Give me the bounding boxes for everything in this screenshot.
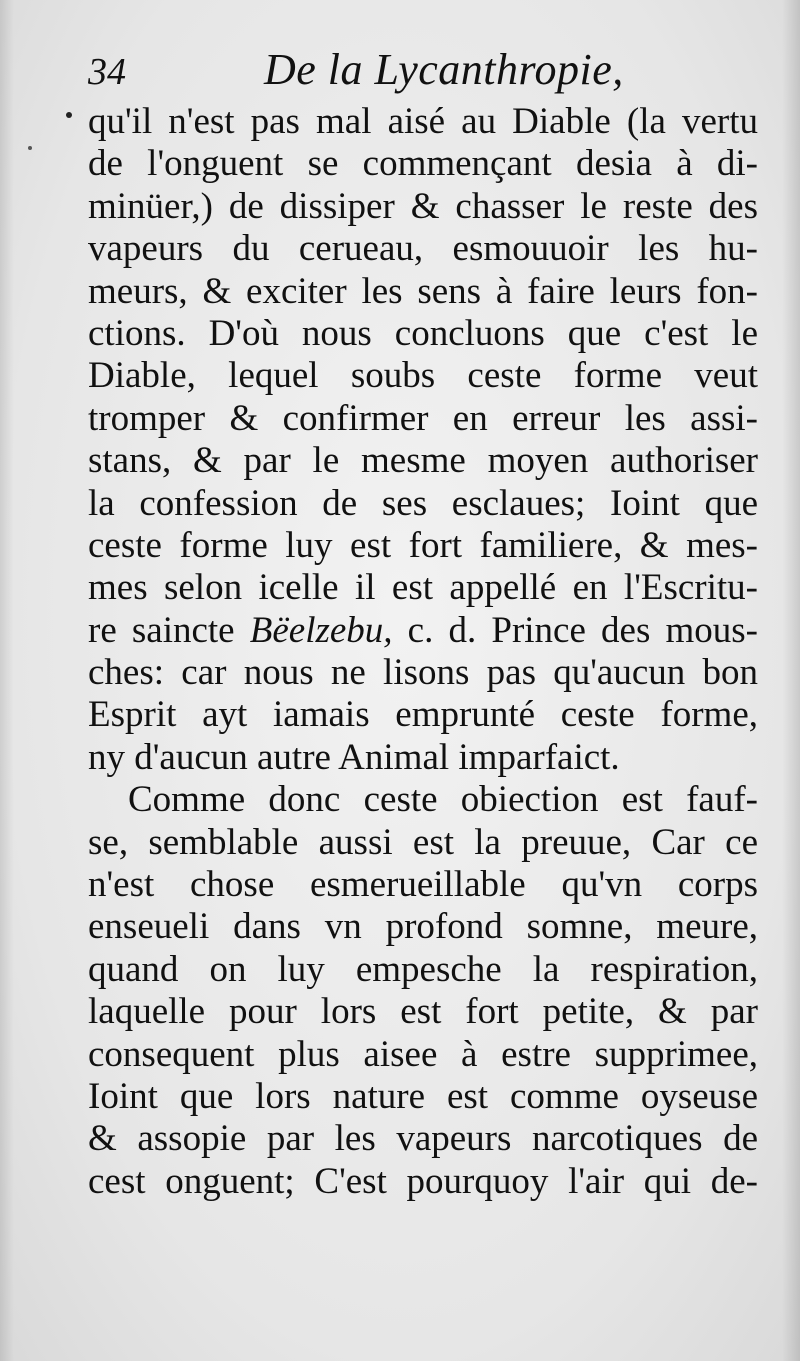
text-line: Diable, lequel soubs ceste forme veut [88, 355, 758, 397]
text-segment: re saincte [88, 609, 250, 651]
text-line: meurs, & exciter les sens à faire leurs fon- [88, 270, 758, 312]
text-line: ctions. D'où nous concluons que c'est le [88, 312, 758, 354]
running-title: De la Lycanthropie, [264, 45, 624, 94]
text-line: enseueli dans vn profond somne, meure, [88, 906, 758, 948]
text-line: & assopie par les vapeurs narcotiques de [88, 1118, 758, 1160]
text-line: de l'onguent se commençant desia à di- [88, 143, 758, 185]
text-line: laquelle pour lors est fort petite, & par [88, 991, 758, 1033]
text-line: se, semblable aussi est la preuue, Car ce [88, 821, 758, 863]
ink-speck [28, 146, 32, 150]
text-line: ceste forme luy est fort familiere, & mes- [88, 524, 758, 566]
page-number: 34 [88, 51, 126, 93]
text-line: Esprit ayt iamais emprunté ceste forme, [88, 694, 758, 736]
text-line: Ioint que lors nature est comme oyseuse [88, 1075, 758, 1117]
page-header [88, 42, 748, 98]
text-line: qu'il n'est pas mal aisé au Diable (la vertu [88, 101, 758, 142]
text-line: tromper & confirmer en erreur les assi- [88, 397, 758, 439]
text-line: Comme donc ceste obiection est fauf- [128, 779, 758, 821]
text-line: n'est chose esmerueillable qu'vn corps [88, 864, 758, 906]
text-line: la confession de ses esclaues; Ioint que [88, 482, 758, 524]
text-line: minüer,) de dissiper & chasser le reste des [88, 185, 758, 227]
text-line: ches: car nous ne lisons pas qu'aucun bon [88, 652, 758, 694]
body-text [88, 101, 758, 1203]
italic-name: Bëelzebu, [249, 609, 393, 651]
page-edge-shadow [782, 0, 800, 1361]
text-segment: c. d. Prince des mous- [392, 609, 758, 651]
text-line: cest onguent; C'est pourquoy l'air qui de- [88, 1160, 758, 1202]
ink-mark [66, 112, 72, 118]
text-line: mes selon icelle il est appellé en l'Escritu- [88, 567, 758, 609]
text-line: ny d'aucun autre Animal imparfaict. [88, 736, 620, 778]
text-line-mixed [88, 610, 758, 652]
text-line: quand on luy empesche la respiration, [88, 948, 758, 990]
text-line: stans, & par le mesme moyen authoriser [88, 440, 758, 482]
page-gutter-shadow [0, 0, 14, 1361]
text-line: vapeurs du cerueau, esmouuoir les hu- [88, 228, 758, 270]
text-line: consequent plus aisee à estre supprimee, [88, 1033, 758, 1075]
